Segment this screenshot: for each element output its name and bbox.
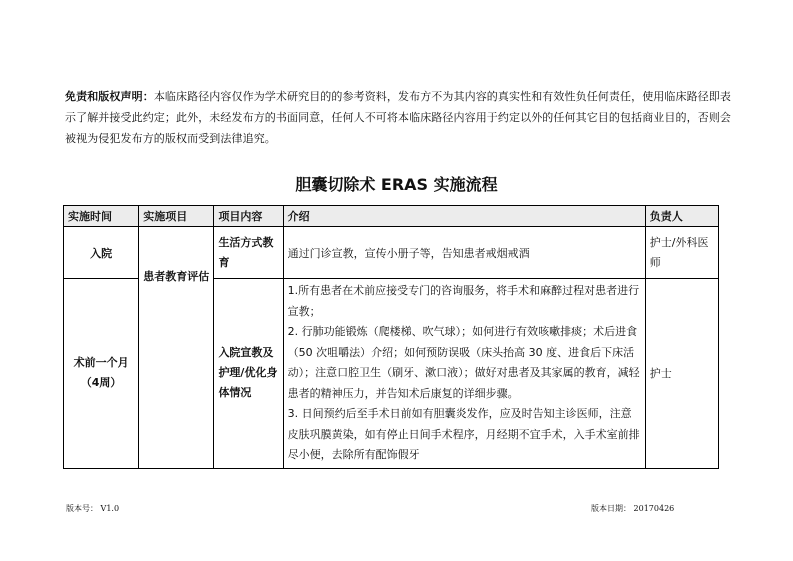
header-intro: 介绍 [283,206,645,227]
intro-item: 1.所有患者在术前应接受专门的咨询服务，将手术和麻醉过程对患者进行宣教； [287,284,640,318]
footer-version: 版本号： V1.0 [66,504,120,513]
header-time: 实施时间 [64,206,139,227]
header-project: 实施项目 [139,206,214,227]
row-intro: 通过门诊宣教，宣传小册子等，告知患者戒烟戒酒 [283,227,645,279]
disclaimer-text: 本临床路径内容仅作为学术研究目的的参考资料，发布方不为其内容的真实性和有效性负任何责任，使用临床路径即表示了解并接受此约定；此外，未经发布方的书面同意，任何人不可将本临床路径内容用于约定以外的任何其它目的包括商业目的，否则会被视为侵犯发布方的版权而受到法律追究。 [65,90,732,145]
header-owner: 负责人 [645,206,718,227]
disclaimer-label: 免责和版权声明： [65,90,154,103]
row-content: 入院宣教及护理/优化身体情况 [214,279,283,469]
header-content: 项目内容 [214,206,283,227]
intro-item: 2. 行肺功能锻炼（爬楼梯、吹气球）；如何进行有效咳嗽排痰；术后进食（50 次咀嚼法）介绍；如何预防误吸（床头抬高 30 度、进食后下床活动）；注意口腔卫生（刷牙、漱口液）；做好对患者及其家属的教育，减轻患者的精神压力，并告知术后康复的详细步骤。 [287,325,640,400]
disclaimer-paragraph [65,86,735,149]
document-title: 胆囊切除术 ERAS 实施流程 [295,175,498,194]
table-row [64,227,719,279]
eras-table [63,205,719,469]
footer-date: 版本日期： 20170426 [591,504,675,513]
row-intro [283,279,645,469]
intro-item: 3. 日间预约后至手术日前如有胆囊炎发作，应及时告知主诊医师，注意皮肤巩膜黄染，如有停止日间手术程序，月经期不宜手术，入手术室前排尽小便，去除所有配饰假牙 [287,407,640,461]
row-owner: 护士/外科医师 [645,227,718,279]
table-header-row [64,206,719,227]
row-project: 患者教育评估 [139,227,214,469]
row-time: 术前一个月（4周） [64,279,139,469]
row-time: 入院 [64,227,139,279]
row-owner: 护士 [645,279,718,469]
row-content: 生活方式教育 [214,227,283,279]
